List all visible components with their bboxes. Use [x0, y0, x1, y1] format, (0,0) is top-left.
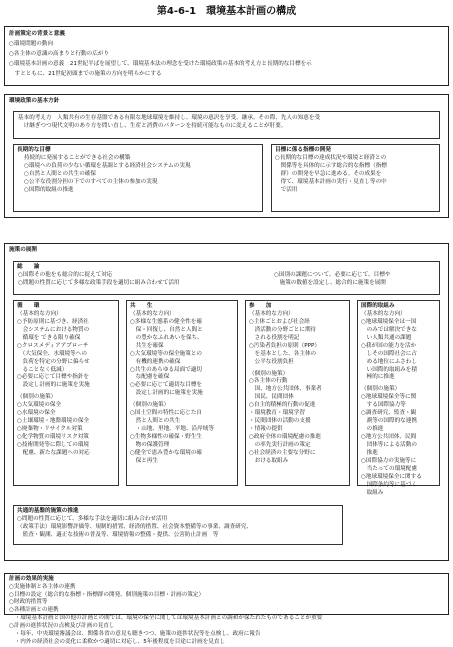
circulation-line: ○必要に応じて目標や指針を — [17, 374, 90, 381]
common-measures-line: ○問題の性質に応じて、多様な手法を適切に組み合わせ活用 — [17, 515, 168, 522]
circulation-line: 負荷を特定の分野に偏らせ — [17, 358, 90, 365]
participation-line: 公平な役割負担 — [249, 358, 294, 365]
circulation-line: 循環を できる限り確保 — [17, 334, 81, 341]
coexistence-line: の豊かなふれあいを保ち、 — [130, 334, 203, 341]
implementation-line: ・毎年、中央環境審議会は、関係各省の意見も聴きつつ、施策の進捗状況等を点検し、政府に報告 — [9, 630, 261, 637]
background-item: ○各主体の意識の高まりと行動の広がり — [9, 50, 109, 57]
implementation-line: ○実施体制と各主体の連携 — [9, 583, 76, 590]
participation-line: ・民間団体の活動の支援 — [249, 418, 311, 425]
basic-concept-line: 基本的考え方 人類共有の生存基盤である有限な地球環境を維持し、環境の恵沢を享受、継承。その際、先人の知恵を受 — [18, 115, 321, 121]
participation-line: ○自主的積極的行動の促進 — [249, 402, 316, 409]
participation-line: （基本的な方向） — [249, 310, 294, 317]
participation-line: ・環境教育・環境学習 — [249, 410, 305, 417]
coexistence-line: 保と再生 — [130, 457, 158, 464]
long-term-goal: 持続的に発展することができる社会の構築 — [24, 154, 131, 161]
circulation-line: ○水環境の保全 — [17, 410, 56, 417]
coexistence-line: （基本的な方向） — [130, 310, 175, 317]
implementation-section — [4, 573, 449, 645]
coexistence-line: （個別の施策） — [130, 402, 170, 409]
coexistence-line: ・山地、里地、平地、沿岸域等 — [130, 426, 214, 433]
common-measures-line: （政策手法）環境影響評価等、規制的措置、経済的措置、社会資本整備等の事業、調査研究、 — [17, 523, 252, 530]
coexistence-line: 保・回復し、自然と人間と — [130, 326, 203, 333]
participation-line: を基本とした、各主体の — [249, 350, 317, 357]
circulation-line: 設定し計画的に施策を実施 — [17, 382, 90, 389]
participation-line: おける取組み — [249, 457, 289, 464]
circulation-heading: 循 環 — [17, 303, 40, 309]
implementation-line: ○目標の設定（総合的な指標・指標群の開発、個別施策の目標・計画の策定） — [9, 591, 205, 598]
circulation-line: ○技術開発等に際しての環境 — [17, 441, 90, 448]
international-line: ○地球環境保全に関する — [361, 473, 422, 480]
implementation-line: ○各種計画との連携 — [9, 607, 59, 614]
common-measures-heading: 共通的基盤的施策の推進 — [17, 508, 79, 514]
international-line: する国際協力等 — [361, 402, 406, 409]
circulation-line: ○大気環境の保全 — [17, 402, 62, 409]
implementation-line: ○計画の進捗状況の点検及び計画の見直し — [9, 623, 115, 629]
participation-line: ○政府全体の環境配慮の推進 — [249, 434, 322, 440]
coexistence-line: 共生を確保 — [130, 342, 164, 349]
general-line: ○問題の性質に応じて多様な政策手段を適切に組み合わせて活用 — [18, 279, 180, 286]
circulation-line: 配慮、新たな課題への対応 — [17, 449, 90, 456]
coexistence-line: ○共生のあらゆる局面で適切 — [130, 366, 203, 373]
coexistence-line: 設定し計画的に施策を実施 — [130, 390, 203, 397]
international-line: ○地方公共団体、民間 — [361, 434, 417, 440]
background-item: すとともに、21世紀初頭までの施策の方向を明らかにする — [9, 70, 162, 77]
indicator-line: 得て、環境基本計画の実行・見直し等の中 — [275, 178, 387, 185]
circulation-line: （基本的な方向） — [17, 310, 62, 317]
international-box — [357, 300, 440, 496]
international-line: 団体等による活動の — [361, 441, 417, 448]
implementation-heading: 計画の効果的実施 — [9, 576, 54, 582]
participation-heading: 参 加 — [249, 303, 272, 309]
participation-box — [245, 300, 350, 486]
international-line: の推進 — [361, 426, 384, 433]
international-line: ○我が国の能力を活か — [361, 342, 417, 349]
coexistence-line: 有機的連携の確保 — [130, 358, 181, 365]
international-line: ○調査研究、監査・観 — [361, 410, 417, 417]
background-item: ○環境基本計画の意義 21世紀半ばを展望して、環境基本法の理念を受けた環境政策の基本的考え方と長期的な目標を示 — [9, 60, 312, 67]
international-line: 当たっての環境配慮 — [361, 465, 417, 472]
participation-line: ○社会経済の主要な分野に — [249, 449, 316, 456]
common-measures-box — [13, 505, 343, 545]
coexistence-line: ○国土空間の特性に応じた自 — [130, 410, 203, 417]
participation-line: される役割を明記 — [249, 334, 300, 341]
international-line: 測等の国際的な連携 — [361, 418, 417, 425]
measures-section — [4, 243, 449, 561]
general-heading: 総 論 — [17, 264, 40, 270]
background-item: ○環境問題の動向 — [9, 40, 54, 47]
coexistence-box — [126, 300, 238, 486]
coexistence-line: 然と人間との共生 — [130, 418, 181, 425]
page-title: 第4-6-1 環境基本計画の構成 — [156, 6, 297, 17]
participation-line: の率先実行計画の策定 — [249, 441, 311, 448]
circulation-line: ○クロスメディアアプローチ — [17, 342, 89, 349]
participation-line: 国、地方公共団体、事業者 — [249, 386, 322, 393]
international-line: める地位にふさわし — [361, 358, 417, 365]
international-line: い人類共通の課題 — [361, 334, 412, 341]
international-line: のみでは解決できな — [361, 326, 417, 333]
participation-line: ○各主体の行動 — [249, 378, 288, 385]
coexistence-line: な配慮を確保 — [130, 374, 170, 381]
common-measures-line: 監査・観測、適正な技術の普及等、環境情報の整備・提供、公害防止計画 等 — [17, 531, 219, 538]
long-term-goal: ○環境への負荷の少ない循環を基調とする経済社会システムの実現 — [24, 162, 191, 169]
international-line: 推進 — [361, 449, 378, 456]
general-line: 施策の数値を設定し、総合的に施策を展開 — [274, 279, 386, 286]
circulation-line: ることなく低減） — [17, 366, 68, 373]
indicator-box — [271, 144, 440, 212]
circulation-line: ○化学物質の環境リスク対策 — [17, 434, 89, 440]
long-term-goal: ○国際的取組の推進 — [24, 186, 74, 193]
policy-heading: 環境政策の基本方針 — [9, 98, 60, 104]
participation-line: ・情報の提供 — [249, 426, 283, 433]
indicator-line: で活用 — [275, 186, 298, 193]
indicator-line: 関係等を具体的に示す総合的な指標（指標 — [275, 162, 387, 169]
international-line: しその国際社会に占 — [361, 350, 417, 357]
circulation-box — [13, 300, 119, 486]
basic-concept-line: け継ぎつつ現代文明のあり方を問い直し、生産と消費のパターンを持続可能なものに変えることが肝要。 — [18, 122, 287, 129]
implementation-line: ・環境基本計画と国の他の計画との間では、環境の保全に関しては環境基本計画との調和が保たれたものであることが重要 — [9, 615, 323, 622]
coexistence-heading: 共 生 — [130, 303, 153, 309]
general-line: ○国別の課題について、必要に応じて、目標や — [274, 272, 391, 278]
coexistence-line: ○大気環境等の保全施策との — [130, 350, 203, 357]
international-heading: 国際的取組み — [361, 303, 395, 309]
circulation-lines — [17, 311, 115, 458]
implementation-line: ・内外の経済社会の変化に柔軟かつ適切に対応し、5年後程度を目途に計画を見直し — [9, 638, 226, 645]
policy-section — [4, 94, 449, 218]
circulation-line: 会システムにおける物質の — [17, 326, 90, 333]
indicator-heading: 目標に係る指標の開発 — [275, 147, 331, 153]
background-heading: 計画策定の背景と意義 — [9, 31, 65, 37]
indicator-line: 群）の開発を早急に進める。その成果を — [275, 170, 382, 177]
circulation-line: ○予防原則に基づき、経済社 — [17, 318, 89, 325]
participation-line: 国民、民間団体 — [249, 394, 294, 401]
participation-line: 済活動の分野ごとに期待 — [249, 326, 317, 333]
international-line: 極的に推進 — [361, 374, 395, 381]
circulation-line: （個別の施策） — [17, 394, 57, 401]
international-line: （基本的な方向） — [361, 310, 406, 317]
basic-concept-box — [13, 111, 440, 139]
international-line: ○地球環境保全は一国 — [361, 318, 417, 325]
coexistence-line: ○生物多様性の確保・野生生 — [130, 434, 203, 440]
circulation-line: ○廃棄物・リサイクル対策 — [17, 426, 83, 433]
participation-line: ○主体ごとおよび社会経 — [249, 318, 310, 325]
measures-heading: 施策の展開 — [9, 247, 37, 253]
general-box — [13, 261, 440, 295]
long-term-goals-heading: 長期的な目標 — [17, 147, 51, 153]
international-line: い国際的取組みを積 — [361, 366, 417, 373]
coexistence-line: ○健全で恵み豊かな環境の確 — [130, 449, 203, 456]
participation-line: （個別の施策） — [249, 370, 289, 377]
international-line: 取組み — [361, 489, 384, 496]
coexistence-line: 物の保護管理 — [130, 441, 170, 448]
coexistence-line: ○多様な生態系の健全性を確 — [130, 318, 203, 325]
participation-line: ○汚染者負担の原則（PPP） — [249, 342, 320, 349]
coexistence-line: ○必要に応じて適切な目標を — [130, 382, 203, 389]
international-line: ○地球環境保全等に関 — [361, 394, 417, 401]
international-line: ○国際協力の実施等に — [361, 457, 417, 464]
long-term-goals-box — [13, 144, 263, 212]
indicator-line: ○長期的な目標の達成状況や環境と経済との — [275, 154, 387, 161]
background-section — [4, 26, 449, 86]
long-term-goal: ○自然と人間との共生の確保 — [24, 170, 97, 177]
long-term-goal: ○公平な役割分担の下でのすべての主体の参加の実現 — [24, 178, 158, 185]
circulation-line: ○土壌環境・地盤環境の保全 — [17, 418, 90, 425]
circulation-line: （大気保全、水環境等への — [17, 350, 87, 357]
international-line: （個別の施策） — [361, 386, 401, 393]
general-line: ○国際その他をも総合的に捉えて対応 — [18, 272, 113, 278]
implementation-line: ○財政的措置等 — [9, 599, 48, 606]
international-line: 国際条約等に基づく — [361, 481, 417, 488]
